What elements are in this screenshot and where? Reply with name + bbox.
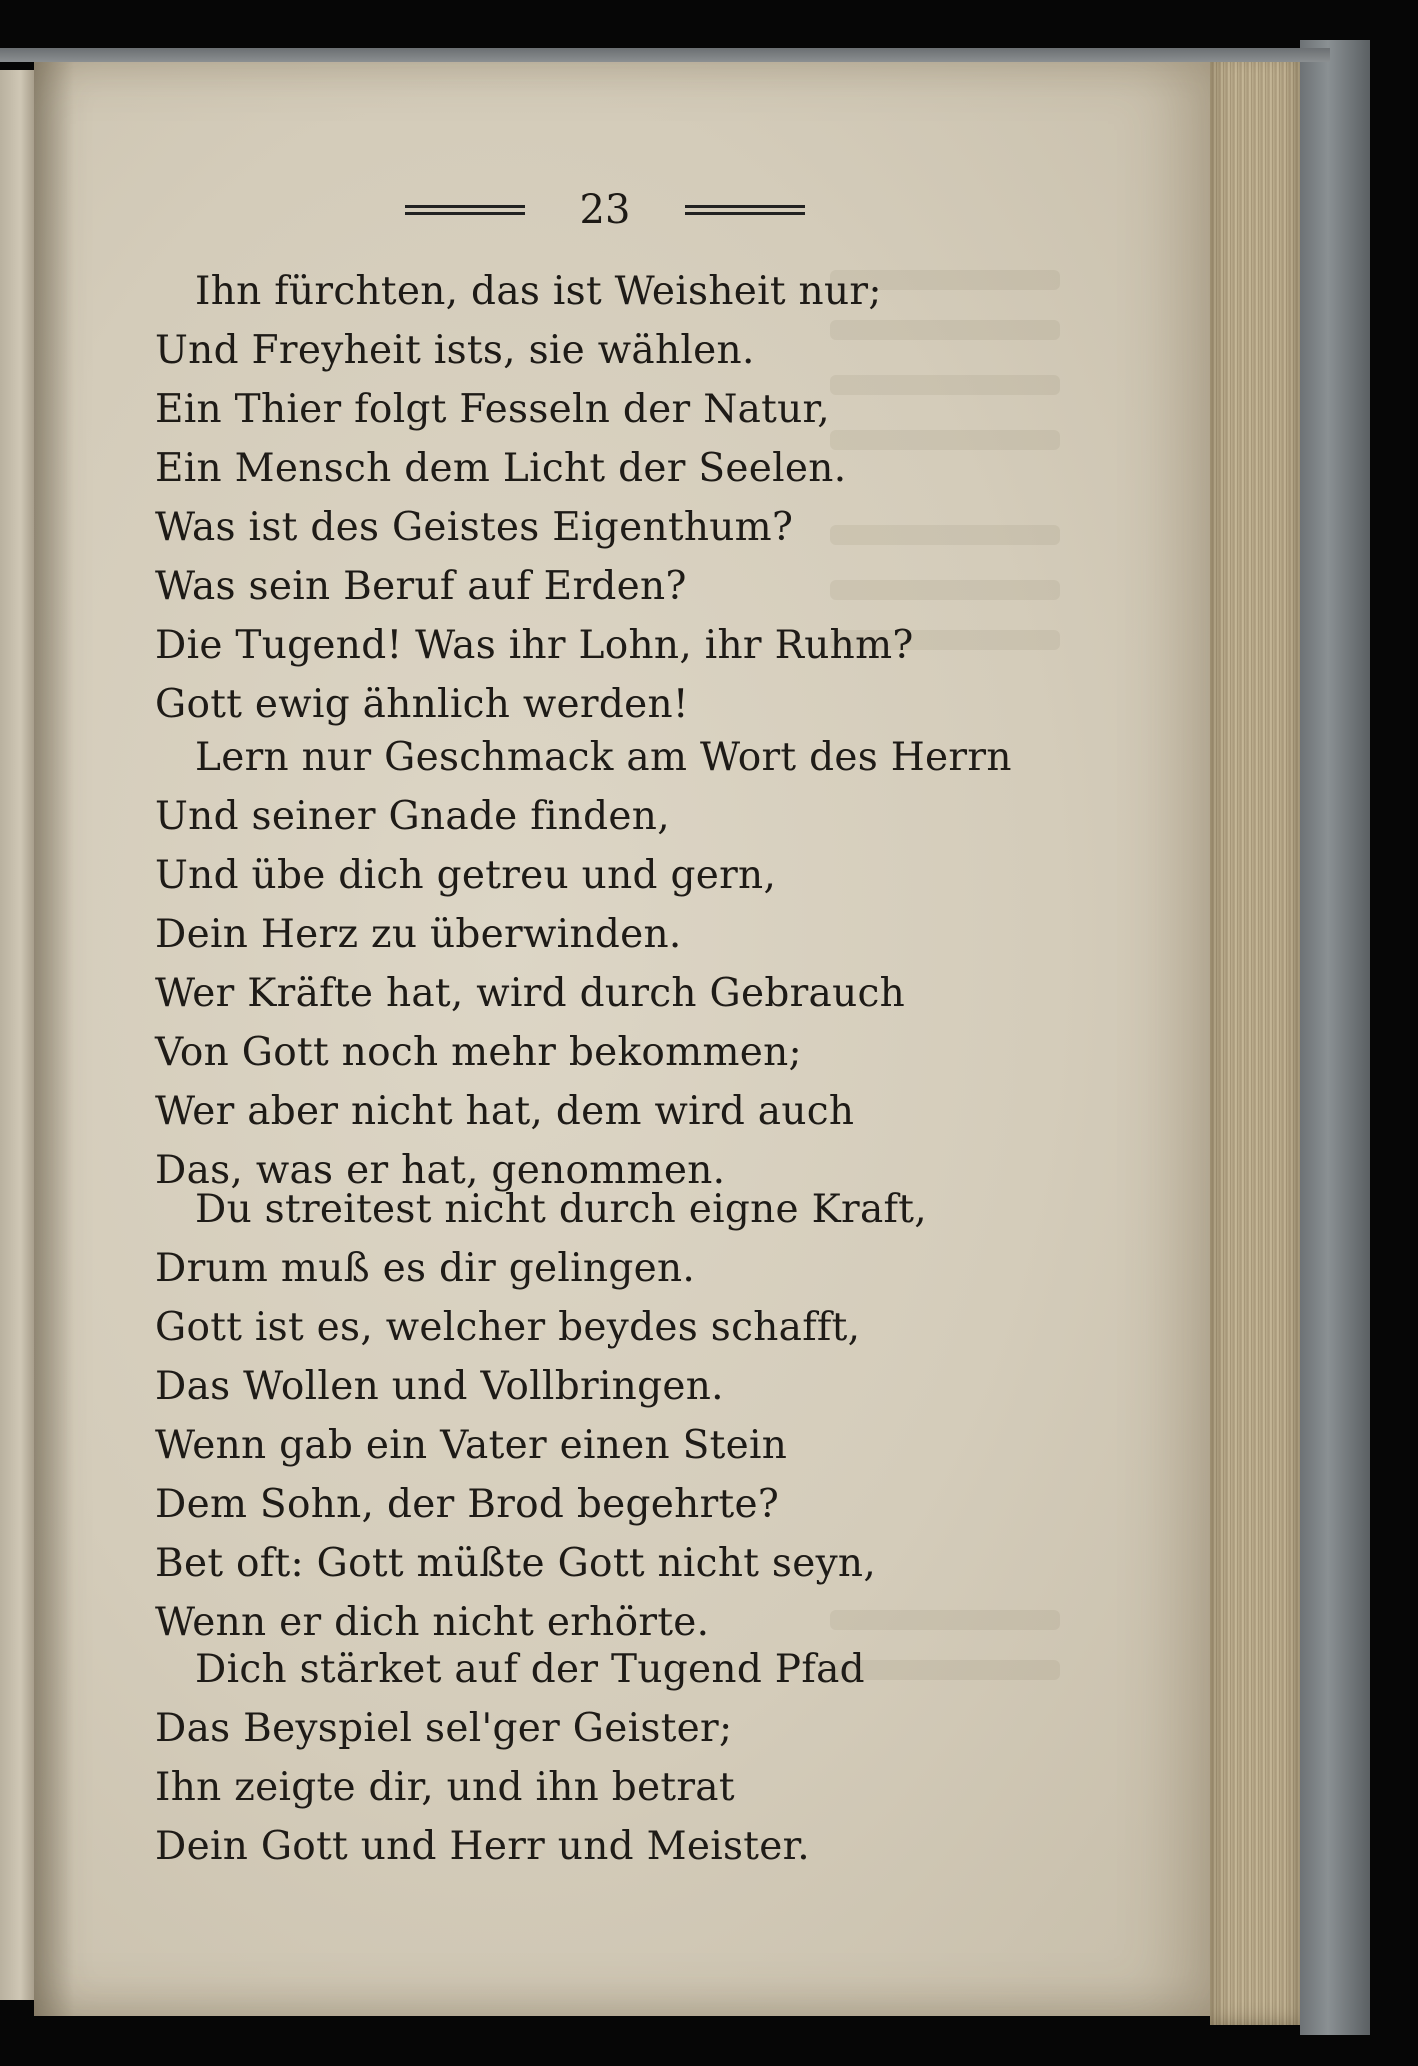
verse-line: Drum muß es dir gelingen. [155, 1246, 696, 1291]
verse-line: Dich stärket auf der Tugend Pfad [195, 1647, 865, 1692]
verse-line: Wenn er dich nicht erhörte. [155, 1600, 710, 1645]
verse-line: Das, was er hat, genommen. [155, 1148, 726, 1193]
verse-line: Dein Gott und Herr und Meister. [155, 1824, 810, 1869]
stacked-page-edges [1210, 50, 1300, 2025]
verse-line: Was sein Beruf auf Erden? [155, 564, 687, 609]
page-number: 23 [579, 187, 631, 233]
stanza-3 [155, 1180, 935, 1652]
header-rule-left [405, 205, 525, 215]
verse-line: Du streitest nicht durch eigne Kraft, [195, 1187, 927, 1232]
verse-line: Ein Thier folgt Fesseln der Natur, [155, 387, 830, 432]
page-gutter-shadow [34, 58, 74, 2016]
verse-line: Was ist des Geistes Eigenthum? [155, 505, 794, 550]
page-header [405, 185, 805, 235]
verse-line: Ihn zeigte dir, und ihn betrat [155, 1765, 735, 1810]
verse-line: Gott ewig ähnlich werden! [155, 682, 689, 727]
verse-line: Ein Mensch dem Licht der Seelen. [155, 446, 847, 491]
header-rule-right [685, 205, 805, 215]
verse-line: Ihn fürchten, das ist Weisheit nur; [195, 269, 882, 314]
verse-line: Dein Herz zu überwinden. [155, 912, 682, 957]
stanza-1 [155, 262, 935, 734]
verse-line: Von Gott noch mehr bekommen; [155, 1030, 802, 1075]
book-board-top [0, 48, 1330, 62]
facing-page-edge [0, 70, 34, 2000]
verse-line: Die Tugend! Was ihr Lohn, ihr Ruhm? [155, 623, 914, 668]
verse-line: Bet oft: Gott müßte Gott nicht seyn, [155, 1541, 877, 1586]
book-cover-edge [1300, 40, 1370, 2035]
verse-line: Wer Kräfte hat, wird durch Gebrauch [155, 971, 906, 1016]
verse-line: Und übe dich getreu und gern, [155, 853, 777, 898]
verse-line: Lern nur Geschmack am Wort des Herrn [195, 735, 1012, 780]
stanza-2 [155, 728, 1012, 1200]
verse-line: Und Freyheit ists, sie wählen. [155, 328, 755, 373]
verse-line: Und seiner Gnade finden, [155, 794, 670, 839]
stanza-4 [155, 1640, 935, 1876]
verse-line: Das Wollen und Vollbringen. [155, 1364, 724, 1409]
verse-line: Gott ist es, welcher beydes schafft, [155, 1305, 861, 1350]
verse-line: Dem Sohn, der Brod begehrte? [155, 1482, 780, 1527]
verse-line: Wer aber nicht hat, dem wird auch [155, 1089, 855, 1134]
verse-line: Wenn gab ein Vater einen Stein [155, 1423, 788, 1468]
verse-line: Das Beyspiel sel'ger Geister; [155, 1706, 733, 1751]
